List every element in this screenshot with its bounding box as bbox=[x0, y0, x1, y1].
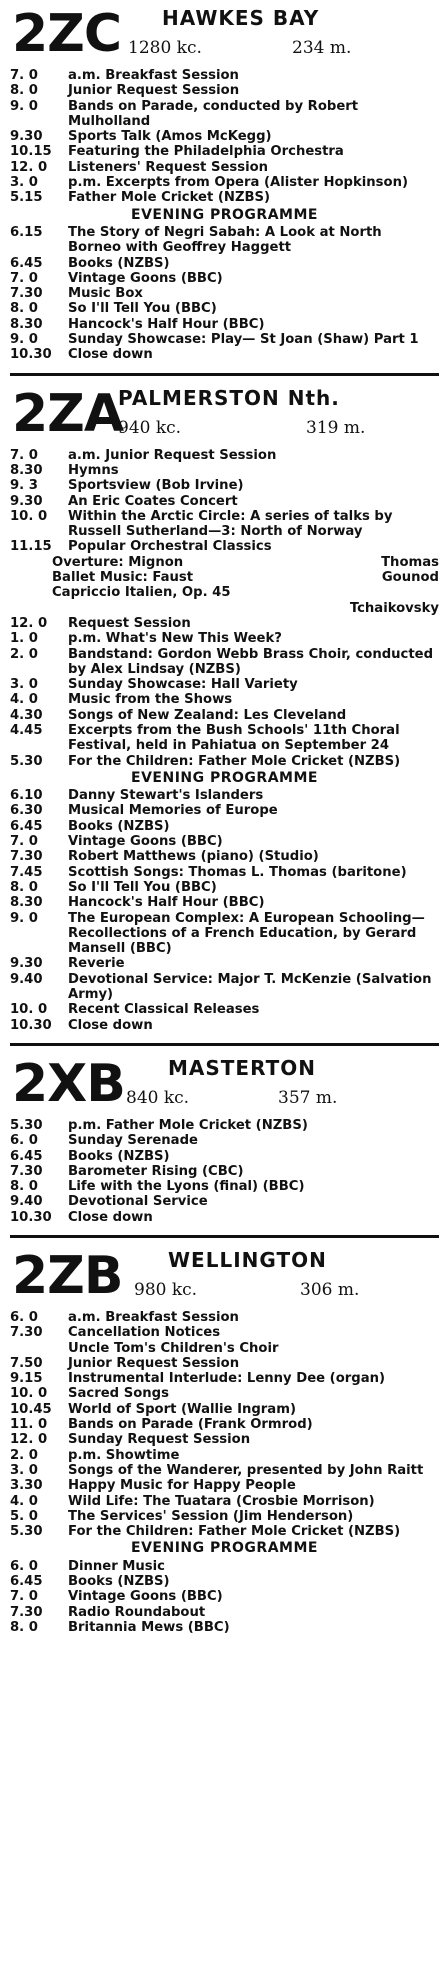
piece-composer: Thomas bbox=[381, 554, 439, 570]
station-wavelength: 357 m. bbox=[278, 1087, 338, 1108]
listing-title: Songs of New Zealand: Les Cleveland bbox=[68, 707, 347, 723]
listing-time: 4.45 bbox=[10, 722, 43, 738]
listing-time: 6.45 bbox=[10, 255, 43, 271]
listing-time: 11. 0 bbox=[10, 1417, 48, 1433]
listing-time: 10.45 bbox=[10, 1401, 52, 1417]
piece-composer: Tchaikovsky bbox=[349, 600, 439, 616]
listing-row bbox=[10, 788, 439, 803]
listing-time: 7. 0 bbox=[10, 834, 38, 850]
listing-row bbox=[10, 1002, 439, 1017]
listing-time: 2. 0 bbox=[10, 1447, 38, 1463]
listing-title: Books (NZBS) bbox=[68, 818, 170, 834]
section-divider bbox=[10, 373, 439, 376]
listing-time: 4. 0 bbox=[10, 692, 38, 708]
piece-title: Ballet Music: Faust bbox=[52, 570, 194, 586]
listing-row bbox=[10, 1589, 439, 1604]
station-wavelength: 234 m. bbox=[292, 38, 352, 58]
listing-time: 1. 0 bbox=[10, 631, 38, 647]
piece-title: Overture: Mignon bbox=[52, 554, 184, 570]
listing-time: 12. 0 bbox=[10, 159, 48, 175]
listing-row bbox=[10, 708, 439, 723]
station-2za bbox=[10, 384, 439, 1033]
listing-time: 7.30 bbox=[10, 1325, 43, 1341]
station-2xb bbox=[10, 1054, 439, 1225]
evening-programme-heading: EVENING PROGRAMME bbox=[131, 206, 318, 223]
programme-piece bbox=[10, 585, 439, 600]
listing-time: 7.30 bbox=[10, 286, 43, 302]
listing-time: 10.30 bbox=[10, 1209, 52, 1225]
piece-title: Capriccio Italien, Op. 45 bbox=[52, 585, 231, 601]
listing-title: Featuring the Philadelphia Orchestra bbox=[68, 144, 344, 160]
listing-title: The Services' Session (Jim Henderson) bbox=[68, 1508, 354, 1524]
listing-time: 7.30 bbox=[10, 1163, 43, 1179]
listing-title: Books (NZBS) bbox=[68, 1574, 170, 1590]
listing-title: a.m. Junior Request Session bbox=[68, 447, 277, 463]
listing-title: Sacred Songs bbox=[68, 1386, 169, 1402]
station-callsign: 2ZA bbox=[12, 383, 124, 444]
listing-row bbox=[10, 256, 439, 271]
listing-row bbox=[10, 317, 439, 332]
listing-title: Instrumental Interlude: Lenny Dee (organ) bbox=[68, 1371, 386, 1387]
listing-row bbox=[10, 83, 439, 98]
listing-title: Robert Matthews (piano) (Studio) bbox=[68, 849, 319, 865]
listing-row bbox=[10, 834, 439, 849]
listing-title: Life with the Lyons (final) (BBC) bbox=[68, 1179, 305, 1195]
section-divider bbox=[10, 1043, 439, 1046]
listing-title: Vintage Goons (BBC) bbox=[68, 1589, 223, 1605]
listing-row bbox=[10, 1194, 439, 1209]
station-header bbox=[10, 4, 439, 68]
listing-title: p.m. Excerpts from Opera (Alister Hopkinson) bbox=[68, 175, 408, 191]
listing-title: Excerpts from the Bush Schools' 11th Choral Festival, held in Pahiatua on September 24 bbox=[68, 722, 400, 754]
listing-title: Britannia Mews (BBC) bbox=[68, 1619, 230, 1635]
listing-row bbox=[10, 1325, 439, 1340]
listing-row bbox=[10, 539, 439, 554]
listing-row bbox=[10, 1432, 439, 1447]
listing-title: Songs of the Wanderer, presented by John Raitt bbox=[68, 1462, 424, 1478]
station-frequency: 980 kc. bbox=[134, 1280, 198, 1300]
listing-title: a.m. Breakfast Session bbox=[68, 68, 239, 83]
listing-time: 9.40 bbox=[10, 1194, 43, 1210]
listing-row bbox=[10, 1509, 439, 1524]
station-wavelength: 306 m. bbox=[300, 1280, 360, 1300]
listing-time: 8.30 bbox=[10, 895, 43, 911]
listing-time: 6.30 bbox=[10, 803, 43, 819]
listing-time: 5.30 bbox=[10, 1524, 43, 1540]
listing-row bbox=[10, 692, 439, 707]
listing-title: Request Session bbox=[68, 615, 191, 631]
listing-time: 5. 0 bbox=[10, 1508, 38, 1524]
listing-title: Bands on Parade (Frank Ormrod) bbox=[68, 1417, 313, 1433]
listing-row bbox=[10, 1386, 439, 1401]
listing-row bbox=[10, 1179, 439, 1194]
listing-row bbox=[10, 1371, 439, 1386]
listing-row bbox=[10, 68, 439, 83]
listing-row bbox=[10, 1417, 439, 1432]
listing-row bbox=[10, 849, 439, 864]
listing-time: 6.45 bbox=[10, 818, 43, 834]
listing-row bbox=[10, 754, 439, 769]
listing-time: 6. 0 bbox=[10, 1558, 38, 1574]
listing-row bbox=[10, 175, 439, 190]
listing-time: 7. 0 bbox=[10, 447, 38, 463]
listing-row bbox=[10, 647, 439, 678]
listing-title: Dinner Music bbox=[68, 1558, 165, 1574]
station-frequency: 1280 kc. bbox=[128, 38, 202, 58]
listing-time: 7.50 bbox=[10, 1355, 43, 1371]
listing-title: Listeners' Request Session bbox=[68, 159, 269, 175]
listing-row bbox=[10, 144, 439, 159]
listing-time: 9. 0 bbox=[10, 98, 38, 114]
listing-row bbox=[10, 1133, 439, 1148]
listing-time: 9.30 bbox=[10, 493, 43, 509]
listing-row bbox=[10, 271, 439, 286]
listing-row bbox=[10, 478, 439, 493]
listing-row bbox=[10, 1402, 439, 1417]
listing-time: 10. 0 bbox=[10, 1386, 48, 1402]
listing-time: 7.30 bbox=[10, 1604, 43, 1620]
listing-row bbox=[10, 1356, 439, 1371]
listing-title: Close down bbox=[68, 1209, 153, 1225]
evening-programme-heading: EVENING PROGRAMME bbox=[131, 769, 318, 786]
listing-time: 10. 0 bbox=[10, 508, 48, 524]
station-wavelength: 319 m. bbox=[306, 417, 366, 438]
listing-title: Hancock's Half Hour (BBC) bbox=[68, 895, 265, 911]
listing-title: The European Complex: A European Schooling—Recollections of a French Education, by Gerard Mansell (BBC) bbox=[68, 910, 425, 957]
listing-time: 10. 0 bbox=[10, 1002, 48, 1018]
station-listing bbox=[10, 448, 439, 1033]
listing-title: Popular Orchestral Classics bbox=[68, 539, 272, 555]
listing-row bbox=[10, 1310, 439, 1325]
listing-row bbox=[10, 160, 439, 175]
listing-time: 6. 0 bbox=[10, 1133, 38, 1149]
listing-row bbox=[10, 1620, 439, 1635]
section-divider bbox=[10, 1235, 439, 1238]
listing-title: Scottish Songs: Thomas L. Thomas (baritone) bbox=[68, 864, 407, 880]
listing-time bbox=[10, 1341, 68, 1356]
listing-time: 4.30 bbox=[10, 707, 43, 723]
listing-time: 7.30 bbox=[10, 849, 43, 865]
listing-time: 3.30 bbox=[10, 1478, 43, 1494]
listing-title: So I'll Tell You (BBC) bbox=[68, 879, 217, 895]
listing-title: Happy Music for Happy People bbox=[68, 1478, 296, 1494]
listing-time: 5.15 bbox=[10, 190, 43, 206]
listing-row bbox=[10, 677, 439, 692]
listing-title: p.m. Showtime bbox=[68, 1447, 180, 1463]
programme-piece bbox=[10, 570, 439, 585]
listing-title: Devotional Service: Major T. McKenzie (Salvation Army) bbox=[68, 971, 432, 1003]
listing-title: An Eric Coates Concert bbox=[68, 493, 238, 509]
listing-time: 10.30 bbox=[10, 1017, 52, 1033]
listing-title: For the Children: Father Mole Cricket (NZBS) bbox=[68, 1524, 401, 1540]
listing-title: Hancock's Half Hour (BBC) bbox=[68, 316, 265, 332]
listing-row bbox=[10, 1559, 439, 1574]
listing-row bbox=[10, 1018, 439, 1033]
listing-title: Junior Request Session bbox=[68, 1355, 240, 1371]
listing-time: 11.15 bbox=[10, 539, 52, 555]
listing-time: 9.15 bbox=[10, 1371, 43, 1387]
listing-time: 3. 0 bbox=[10, 677, 38, 693]
station-callsign: 2ZC bbox=[12, 4, 122, 64]
listing-title: So I'll Tell You (BBC) bbox=[68, 301, 217, 317]
listing-time: 9.40 bbox=[10, 971, 43, 987]
listing-row bbox=[10, 911, 439, 957]
listing-title: Hymns bbox=[68, 462, 119, 478]
listing-title: Danny Stewart's Islanders bbox=[68, 788, 264, 804]
listing-row bbox=[10, 1448, 439, 1463]
station-callsign: 2XB bbox=[12, 1053, 125, 1114]
listing-title: Uncle Tom's Children's Choir bbox=[68, 1340, 279, 1356]
listing-row bbox=[10, 448, 439, 463]
listing-title: Musical Memories of Europe bbox=[68, 803, 278, 819]
listing-time: 7.45 bbox=[10, 864, 43, 880]
station-2zc bbox=[10, 4, 439, 363]
listing-time: 7. 0 bbox=[10, 270, 38, 286]
listing-row bbox=[10, 1478, 439, 1493]
listing-title: Music from the Shows bbox=[68, 692, 233, 708]
listing-time: 8. 0 bbox=[10, 1619, 38, 1635]
programme-piece bbox=[10, 555, 439, 570]
listing-title: Father Mole Cricket (NZBS) bbox=[68, 190, 271, 206]
listing-time: 6. 0 bbox=[10, 1310, 38, 1325]
listing-row bbox=[10, 1463, 439, 1478]
listing-title: Vintage Goons (BBC) bbox=[68, 270, 223, 286]
listing-time: 8. 0 bbox=[10, 879, 38, 895]
listing-row bbox=[10, 1149, 439, 1164]
listing-row bbox=[10, 880, 439, 895]
listing-time: 9. 0 bbox=[10, 910, 38, 926]
listing-row bbox=[10, 972, 439, 1003]
listing-time: 4. 0 bbox=[10, 1493, 38, 1509]
listing-time: 2. 0 bbox=[10, 646, 38, 662]
listing-title: Sports Talk (Amos McKegg) bbox=[68, 129, 272, 145]
listing-time: 7. 0 bbox=[10, 68, 38, 83]
listing-title: Junior Request Session bbox=[68, 83, 240, 99]
listing-row bbox=[10, 1524, 439, 1539]
listing-title: The Story of Negri Sabah: A Look at North Borneo with Geoffrey Haggett bbox=[68, 224, 382, 256]
listing-title: p.m. Father Mole Cricket (NZBS) bbox=[68, 1117, 308, 1133]
station-2zb bbox=[10, 1246, 439, 1635]
station-location: WELLINGTON bbox=[168, 1248, 327, 1272]
listing-time: 8.30 bbox=[10, 316, 43, 332]
listing-title: Reverie bbox=[68, 956, 125, 972]
listing-title: Sunday Showcase: Hall Variety bbox=[68, 677, 298, 693]
listing-title: Recent Classical Releases bbox=[68, 1002, 260, 1018]
listing-row bbox=[10, 190, 439, 205]
listing-title: Wild Life: The Tuatara (Crosbie Morrison) bbox=[68, 1493, 375, 1509]
evening-programme-heading: EVENING PROGRAMME bbox=[131, 1540, 318, 1557]
listing-row bbox=[10, 723, 439, 754]
station-header bbox=[10, 384, 439, 448]
listing-row bbox=[10, 1574, 439, 1589]
listing-title: Close down bbox=[68, 1017, 153, 1033]
station-header bbox=[10, 1054, 439, 1118]
listing-row bbox=[10, 463, 439, 478]
listing-row bbox=[10, 99, 439, 130]
listing-time: 9. 0 bbox=[10, 332, 38, 348]
listing-time: 7. 0 bbox=[10, 1589, 38, 1605]
listing-row bbox=[10, 1118, 439, 1133]
listing-title: Sportsview (Bob Irvine) bbox=[68, 478, 244, 494]
listing-time: 5.30 bbox=[10, 1117, 43, 1133]
listing-title: Sunday Showcase: Play— St Joan (Shaw) Part 1 bbox=[68, 332, 419, 348]
station-frequency: 940 kc. bbox=[118, 417, 182, 438]
listing-row bbox=[10, 956, 439, 971]
listing-time: 9.30 bbox=[10, 129, 43, 145]
listing-row bbox=[10, 1210, 439, 1225]
listing-time: 6.45 bbox=[10, 1148, 43, 1164]
listing-title: Books (NZBS) bbox=[68, 255, 170, 271]
listing-row bbox=[10, 1605, 439, 1620]
listing-title: Within the Arctic Circle: A series of talks by Russell Sutherland—3: North of Norway bbox=[68, 508, 393, 540]
station-location: HAWKES BAY bbox=[162, 6, 320, 30]
listing-time: 3. 0 bbox=[10, 175, 38, 191]
listing-title: a.m. Breakfast Session bbox=[68, 1310, 239, 1325]
station-location: MASTERTON bbox=[168, 1055, 316, 1080]
listing-title: World of Sport (Wallie Ingram) bbox=[68, 1401, 296, 1417]
listing-title: Close down bbox=[68, 347, 153, 363]
listing-row bbox=[10, 347, 439, 362]
listing-time: 10.15 bbox=[10, 144, 52, 160]
listing-row bbox=[10, 865, 439, 880]
listing-row bbox=[10, 631, 439, 646]
listing-time: 8.30 bbox=[10, 462, 43, 478]
listing-row bbox=[10, 225, 439, 256]
listing-row bbox=[10, 819, 439, 834]
listing-time: 9. 3 bbox=[10, 478, 38, 494]
listing-title: Devotional Service bbox=[68, 1194, 208, 1210]
listing-title: Radio Roundabout bbox=[68, 1604, 206, 1620]
listing-row bbox=[10, 129, 439, 144]
listing-title: Books (NZBS) bbox=[68, 1148, 170, 1164]
listing-time: 6.45 bbox=[10, 1574, 43, 1590]
listing-row bbox=[10, 616, 439, 631]
listing-title: p.m. What's New This Week? bbox=[68, 631, 282, 647]
listing-row bbox=[10, 803, 439, 818]
listing-time: 9.30 bbox=[10, 956, 43, 972]
listing-time: 8. 0 bbox=[10, 301, 38, 317]
listing-time: 3. 0 bbox=[10, 1462, 38, 1478]
station-location: PALMERSTON Nth. bbox=[118, 385, 340, 410]
listing-time: 8. 0 bbox=[10, 1179, 38, 1195]
listing-time: 10.30 bbox=[10, 347, 52, 363]
listing-title: Sunday Serenade bbox=[68, 1133, 198, 1149]
listing-time: 6.10 bbox=[10, 788, 43, 804]
listing-time: 6.15 bbox=[10, 224, 43, 240]
piece-composer: Gounod bbox=[381, 570, 439, 586]
listing-time: 5.30 bbox=[10, 753, 43, 769]
programme-piece bbox=[10, 601, 439, 616]
listing-row bbox=[10, 1341, 439, 1356]
listing-title: Music Box bbox=[68, 286, 143, 302]
station-listing bbox=[10, 1310, 439, 1635]
listing-row bbox=[10, 895, 439, 910]
listing-title: Barometer Rising (CBC) bbox=[68, 1163, 244, 1179]
station-frequency: 840 kc. bbox=[126, 1087, 190, 1108]
station-listing bbox=[10, 1118, 439, 1225]
station-callsign: 2ZB bbox=[12, 1246, 123, 1306]
listing-time: 12. 0 bbox=[10, 1432, 48, 1448]
listing-title: Bands on Parade, conducted by Robert Mulholland bbox=[68, 98, 359, 129]
listing-row bbox=[10, 1164, 439, 1179]
station-listing bbox=[10, 68, 439, 363]
listing-time: 8. 0 bbox=[10, 83, 38, 99]
listing-title: Sunday Request Session bbox=[68, 1432, 251, 1448]
listing-row bbox=[10, 494, 439, 509]
listing-row bbox=[10, 332, 439, 347]
listing-title: For the Children: Father Mole Cricket (NZBS) bbox=[68, 753, 401, 769]
listing-row bbox=[10, 509, 439, 540]
listing-row bbox=[10, 286, 439, 301]
station-header bbox=[10, 1246, 439, 1310]
listing-time: 12. 0 bbox=[10, 615, 48, 631]
listing-row bbox=[10, 1494, 439, 1509]
listing-title: Cancellation Notices bbox=[68, 1325, 221, 1341]
listing-row bbox=[10, 301, 439, 316]
listing-title: Bandstand: Gordon Webb Brass Choir, conducted by Alex Lindsay (NZBS) bbox=[68, 646, 434, 677]
listing-title: Vintage Goons (BBC) bbox=[68, 834, 223, 850]
